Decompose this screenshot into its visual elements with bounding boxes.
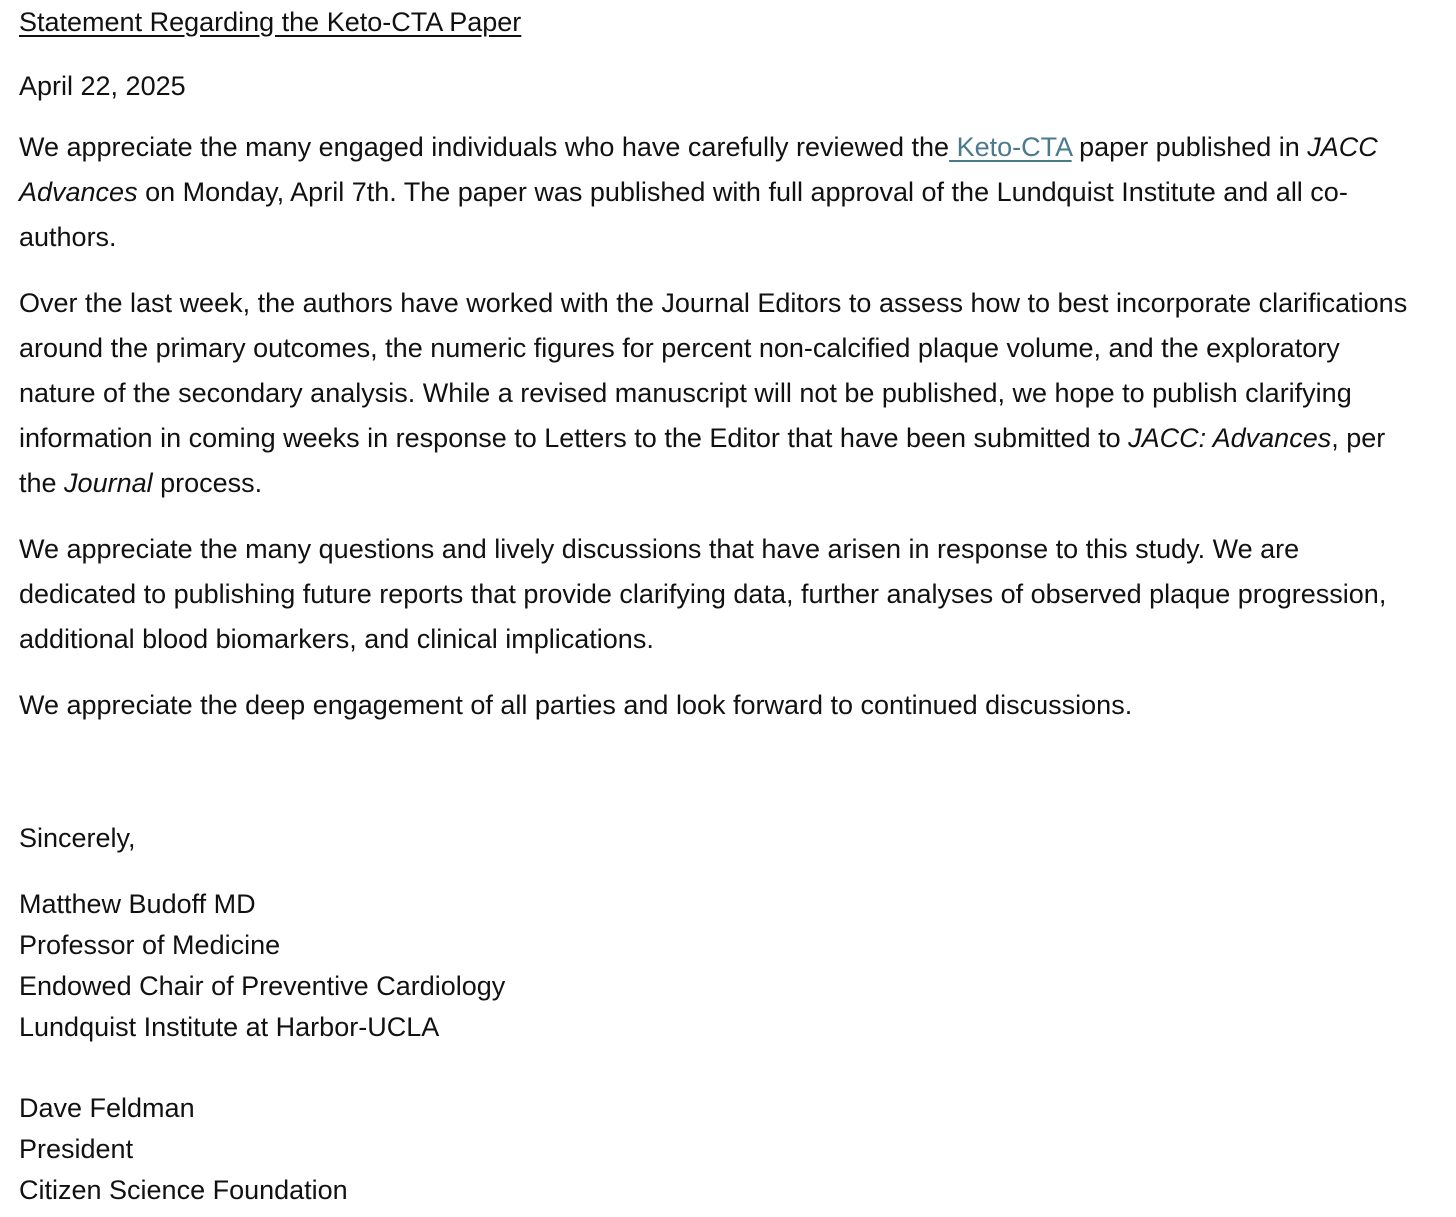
paragraph-publication-text-1: We appreciate the many engaged individuals who have carefully reviewed the — [19, 132, 950, 162]
paragraph-clarifications-text-2: , per the — [19, 423, 1386, 498]
paragraph-publication-text-3: on Monday, April 7th. The paper was published with full approval of the Lundquist Institute and all co-authors. — [19, 177, 1348, 252]
paragraph-publication-text-2: paper published in — [1071, 132, 1308, 162]
journal-name-italic-2: JACC: Advances — [1128, 423, 1332, 453]
document-title: Statement Regarding the Keto-CTA Paper — [19, 7, 522, 37]
paragraph-clarifications-text-1: Over the last week, the authors have worked with the Journal Editors to assess how to best incorporate clarifications around the primary outcomes, the numeric figures for percent non-calcified plaque volume, and the exploratory nature of the secondary analysis. While a revised manuscript will not be published, we hope to publish clarifying information in coming weeks in response to Letters to the Editor that have been submitted to — [19, 288, 1408, 453]
paragraph-engagement: We appreciate the deep engagement of all parties and look forward to continued discussions. — [19, 690, 1133, 720]
signatory-title: Professor of Medicine — [19, 930, 281, 960]
paragraph-future-reports: We appreciate the many questions and lively discussions that have arisen in response to this study. We are dedicated to publishing future reports that provide clarifying data, further analyses of observed plaque progression, additional blood biomarkers, and clinical implications. — [19, 534, 1387, 654]
signatory-affiliation: Citizen Science Foundation — [19, 1175, 348, 1205]
signatory-name: Dave Feldman — [19, 1093, 195, 1123]
signatory-name: Matthew Budoff MD — [19, 889, 256, 919]
paragraph-clarifications-text-3: process. — [152, 468, 263, 498]
paragraph-publication — [19, 125, 1416, 260]
closing-salutation: Sincerely, — [19, 823, 136, 853]
paragraph-clarifications — [19, 281, 1416, 506]
signatory-title: President — [19, 1134, 134, 1164]
keto-cta-link[interactable]: Keto-CTA — [949, 132, 1072, 162]
journal-name-italic: JACC Advances — [19, 132, 1378, 207]
signature-block-budoff — [19, 884, 1416, 1048]
journal-word-italic: Journal — [64, 468, 153, 498]
signatory-title: Endowed Chair of Preventive Cardiology — [19, 971, 506, 1001]
signature-block-feldman — [19, 1088, 1416, 1211]
signatory-affiliation: Lundquist Institute at Harbor-UCLA — [19, 1012, 440, 1042]
document-date: April 22, 2025 — [19, 71, 186, 101]
